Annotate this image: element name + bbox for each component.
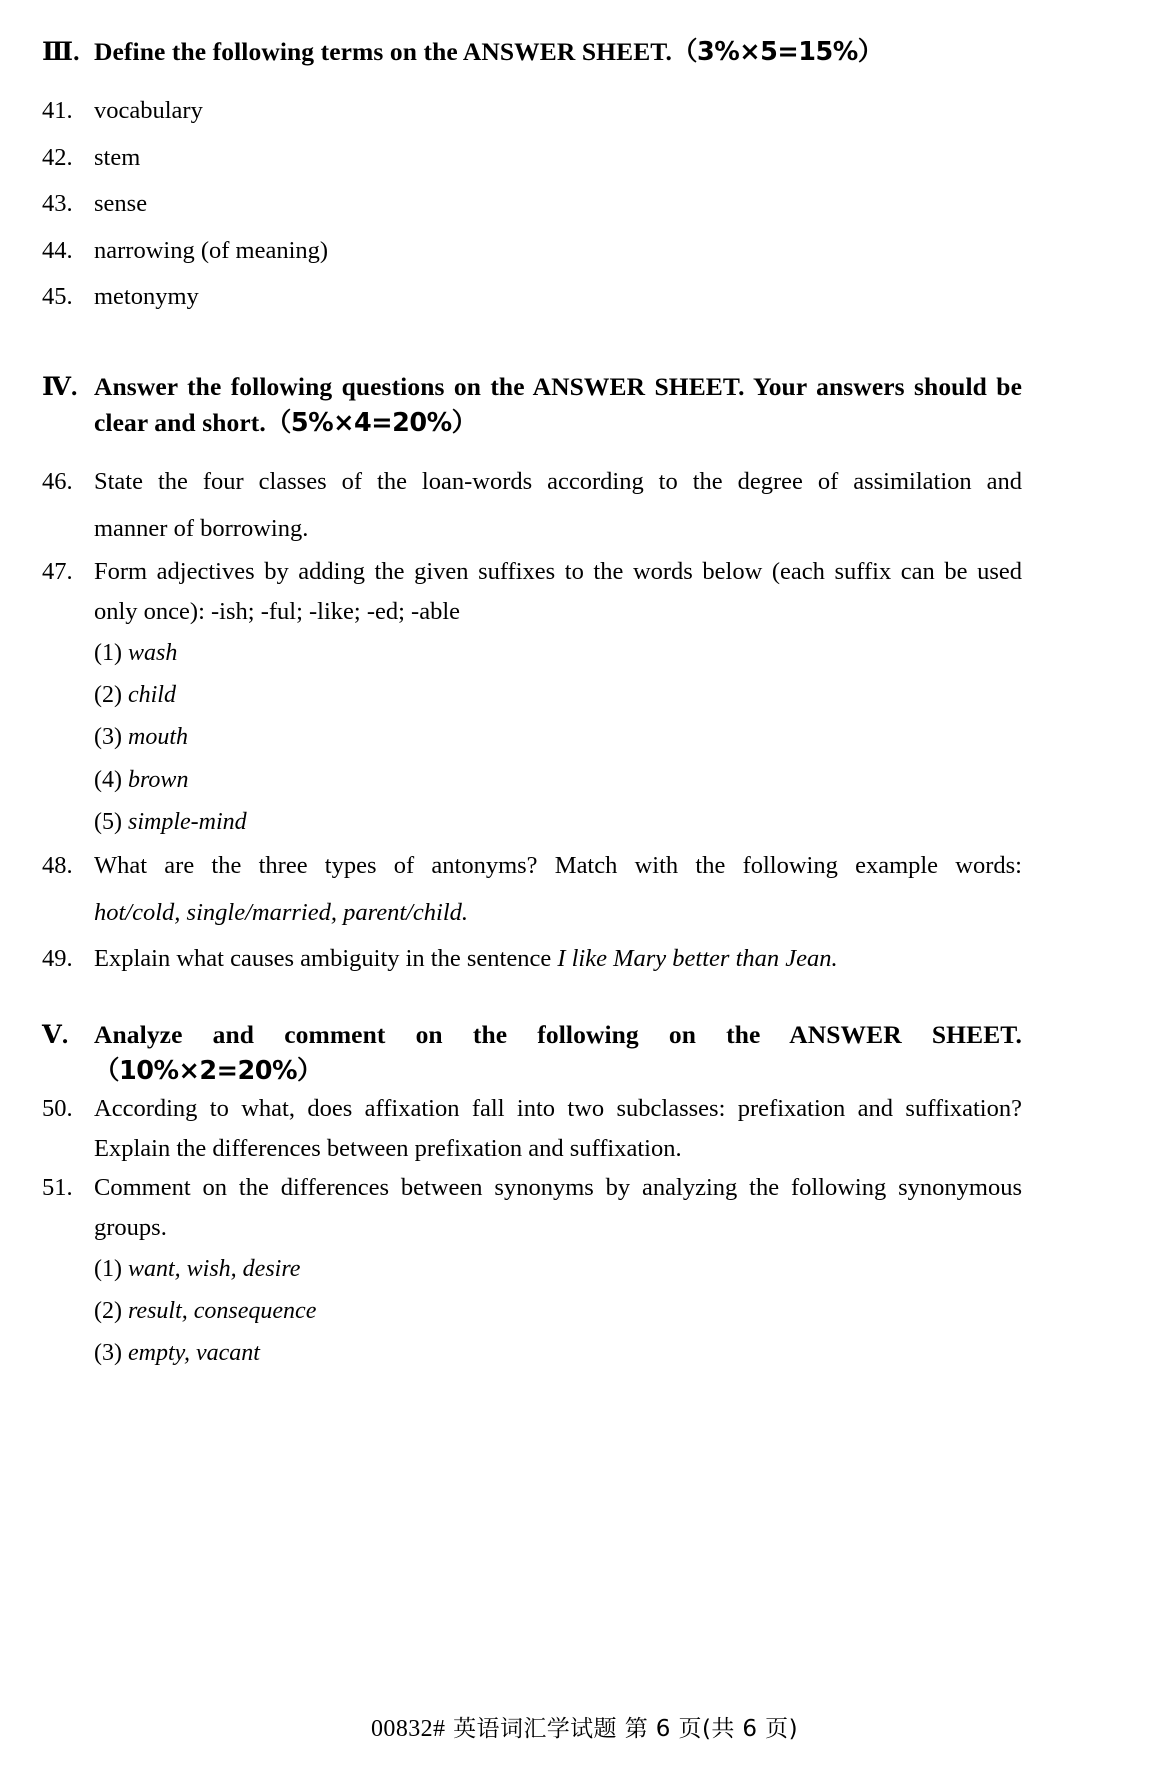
term-text-42: stem xyxy=(94,143,141,171)
question-48-line1: What are the three types of antonyms? Match with the following example words: xyxy=(94,851,1022,879)
question-number-51: 51. xyxy=(42,1174,73,1202)
sub-item-marker: (1) xyxy=(94,639,122,666)
sub-item-47-4 xyxy=(42,759,1022,801)
section-heading-5-text xyxy=(94,1017,1022,1089)
question-51-line1: Comment on the differences between synonyms by analyzing the following synonymous xyxy=(94,1174,1022,1202)
section-heading-5-score: （10%×2=20%） xyxy=(94,1055,323,1086)
sub-item-word: result, consequence xyxy=(127,1298,317,1325)
footer-paper-title: 英语词汇学试题 xyxy=(453,1716,617,1742)
question-number-47: 47. xyxy=(42,558,73,586)
question-item-51 xyxy=(42,1168,1022,1247)
section-heading-4-line2: clear and short. xyxy=(94,408,266,438)
question-47-subitems xyxy=(42,632,1022,843)
term-item-41 xyxy=(42,88,1022,135)
section-heading-5 xyxy=(42,1017,1022,1089)
question-51-line2: groups. xyxy=(94,1214,167,1242)
page-content xyxy=(42,34,1022,1374)
sub-item-47-2 xyxy=(42,674,1022,716)
question-text-47 xyxy=(94,552,1022,631)
sub-item-51-1 xyxy=(42,1248,1022,1290)
term-item-44 xyxy=(42,228,1022,275)
section-heading-3-score: （3%×5=15%） xyxy=(672,37,883,67)
sub-item-marker: (1) xyxy=(94,1255,122,1282)
question-number-49: 49. xyxy=(42,945,73,973)
section-heading-3-text xyxy=(94,34,1022,70)
question-49-text-pre: Explain what causes ambiguity in the sentence xyxy=(94,945,558,973)
term-item-42 xyxy=(42,135,1022,182)
sub-item-marker: (2) xyxy=(94,1298,122,1325)
question-item-47 xyxy=(42,552,1022,631)
term-number-44: 44. xyxy=(42,236,73,264)
spacer xyxy=(42,70,1022,88)
sub-item-marker: (3) xyxy=(94,1340,122,1367)
section-numeral-3: Ⅲ. xyxy=(42,37,80,66)
footer-inner xyxy=(371,1710,798,1743)
footer-page-number: 第 6 页(共 6 页) xyxy=(624,1716,798,1742)
section-numeral-5: Ⅴ. xyxy=(42,1019,69,1049)
section-numeral-4: Ⅳ. xyxy=(42,371,78,401)
question-item-50 xyxy=(42,1089,1022,1168)
sub-item-51-3 xyxy=(42,1332,1022,1374)
question-50-line1: According to what, does affixation fall into two subclasses: prefixation and suffixation? xyxy=(94,1095,1022,1123)
question-text-46 xyxy=(94,459,1022,552)
term-item-43 xyxy=(42,181,1022,228)
section-heading-4 xyxy=(42,369,1022,441)
question-47-line1: Form adjectives by adding the given suffixes to the words below (each suffix can be used xyxy=(94,558,1022,586)
term-text-45: metonymy xyxy=(94,283,199,311)
sub-item-word: child xyxy=(127,682,176,709)
question-number-46: 46. xyxy=(42,468,73,496)
sub-item-marker: (4) xyxy=(94,766,122,793)
question-49-sentence: I like Mary better than Jean. xyxy=(557,945,838,973)
term-text-44: narrowing (of meaning) xyxy=(94,236,329,264)
question-text-48 xyxy=(94,843,1022,936)
sub-item-47-1 xyxy=(42,632,1022,674)
question-47-line2: only once): -ish; -ful; -like; -ed; -able xyxy=(94,598,461,626)
question-50-line2: Explain the differences between prefixation and suffixation. xyxy=(94,1134,682,1162)
question-item-48 xyxy=(42,843,1022,936)
sub-item-word: brown xyxy=(127,766,189,793)
section-heading-4-line1: Answer the following questions on the ANSWER SHEET. Your answers should be xyxy=(94,371,1022,401)
question-number-48: 48. xyxy=(42,851,73,879)
sub-item-marker: (5) xyxy=(94,808,122,835)
sub-item-marker: (3) xyxy=(94,724,122,751)
question-text-49 xyxy=(94,936,1022,983)
term-item-45 xyxy=(42,274,1022,321)
term-text-41: vocabulary xyxy=(94,97,203,125)
footer-paper-code: 00832# xyxy=(371,1716,446,1742)
question-48-line2: hot/cold, single/married, parent/child. xyxy=(94,898,469,926)
sub-item-51-2 xyxy=(42,1290,1022,1332)
sub-item-word: wash xyxy=(127,639,178,666)
question-text-50 xyxy=(94,1089,1022,1168)
spacer xyxy=(42,321,1022,369)
sub-item-word: want, wish, desire xyxy=(127,1255,301,1282)
question-item-49 xyxy=(42,936,1022,983)
question-46-line2: manner of borrowing. xyxy=(94,514,309,542)
spacer xyxy=(42,983,1022,1017)
term-text-43: sense xyxy=(94,190,148,218)
section-heading-4-text xyxy=(94,369,1022,441)
question-46-line1: State the four classes of the loan-words according to the degree of assimilation and xyxy=(94,468,1022,496)
sub-item-47-3 xyxy=(42,716,1022,758)
sub-item-marker: (2) xyxy=(94,682,122,709)
section-heading-5-main: Analyze and comment on the following on the ANSWER SHEET. xyxy=(94,1019,1022,1049)
section-heading-4-score: （5%×4=20%） xyxy=(265,408,477,439)
term-number-41: 41. xyxy=(42,97,73,125)
section-heading-3 xyxy=(42,34,1022,70)
sub-item-word: mouth xyxy=(127,724,188,751)
sub-item-47-5 xyxy=(42,801,1022,843)
page-footer xyxy=(0,1710,1169,1743)
term-number-42: 42. xyxy=(42,143,73,171)
sub-item-word: simple-mind xyxy=(127,808,247,835)
term-number-45: 45. xyxy=(42,283,73,311)
spacer xyxy=(42,441,1022,459)
question-51-subitems xyxy=(42,1248,1022,1375)
term-number-43: 43. xyxy=(42,190,73,218)
question-text-51 xyxy=(94,1168,1022,1247)
sub-item-word: empty, vacant xyxy=(127,1340,260,1367)
question-number-50: 50. xyxy=(42,1095,73,1123)
section-heading-3-main: Define the following terms on the ANSWER SHEET. xyxy=(94,37,672,66)
question-item-46 xyxy=(42,459,1022,552)
